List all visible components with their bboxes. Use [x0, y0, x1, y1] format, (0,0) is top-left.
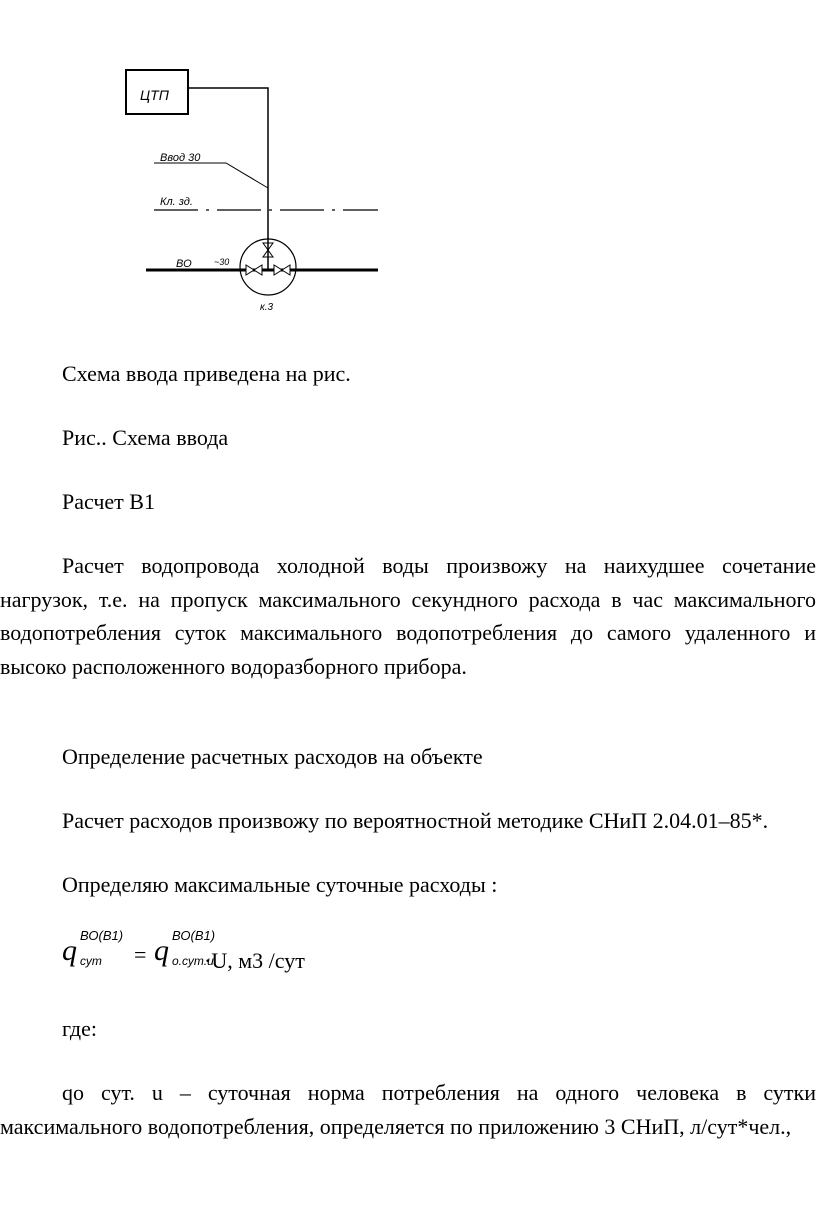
formula-sub-left: сут	[80, 954, 102, 968]
paragraph-calculation-description: Расчет водопровода холодной воды произвожу на наихудшее сочетание нагрузок, т.е. на пропуск максимального секундного расхода в час максимального водопотребления суток максимального водопотребления до самого удаленного и высоко расположенного водоразборного прибора.	[0, 553, 816, 679]
formula-sup-left: ВО(В1)	[80, 928, 124, 943]
formula-equals: =	[134, 942, 147, 967]
building-label: Кл. зд.	[160, 196, 193, 208]
paragraph-norm-definition: qо сут. u – суточная норма потребления на одного человека в сутки максимального водопотребления, определяется по приложению 3 СНиП, л/сут*чел.,	[0, 1080, 816, 1139]
vvod-leader	[154, 163, 268, 188]
node-label: к.3	[260, 302, 274, 313]
supply-line	[188, 88, 268, 248]
ctp-label: ЦТП	[140, 87, 169, 103]
formula-sup-right: ВО(В1)	[172, 928, 216, 943]
formula-q-right: q	[154, 934, 169, 967]
formula-q-left: q	[62, 934, 77, 967]
paragraph-max-daily: Определяю максимальные суточные расходы :	[62, 872, 498, 897]
formula-daily-flow	[62, 928, 462, 988]
input-scheme-figure	[120, 60, 390, 330]
vvod-label: Ввод 30	[160, 152, 201, 164]
figure-caption: Рис.. Схема ввода	[62, 425, 229, 450]
vo-label: ВО	[176, 258, 192, 270]
formula-tail: ·U, м3 /сут	[204, 948, 305, 973]
section-heading-v1: Расчет В1	[62, 489, 155, 514]
paragraph-scheme-ref: Схема ввода приведена на рис.	[62, 361, 351, 386]
paragraph-where: где:	[62, 1016, 97, 1041]
formula-sub-right: о.сут.u	[172, 954, 214, 968]
dn-label: ~30	[214, 257, 230, 267]
paragraph-method: Расчет расходов произвожу по вероятностной методике СНиП 2.04.01–85*.	[62, 808, 769, 833]
paragraph-determination: Определение расчетных расходов на объекте	[62, 744, 483, 769]
